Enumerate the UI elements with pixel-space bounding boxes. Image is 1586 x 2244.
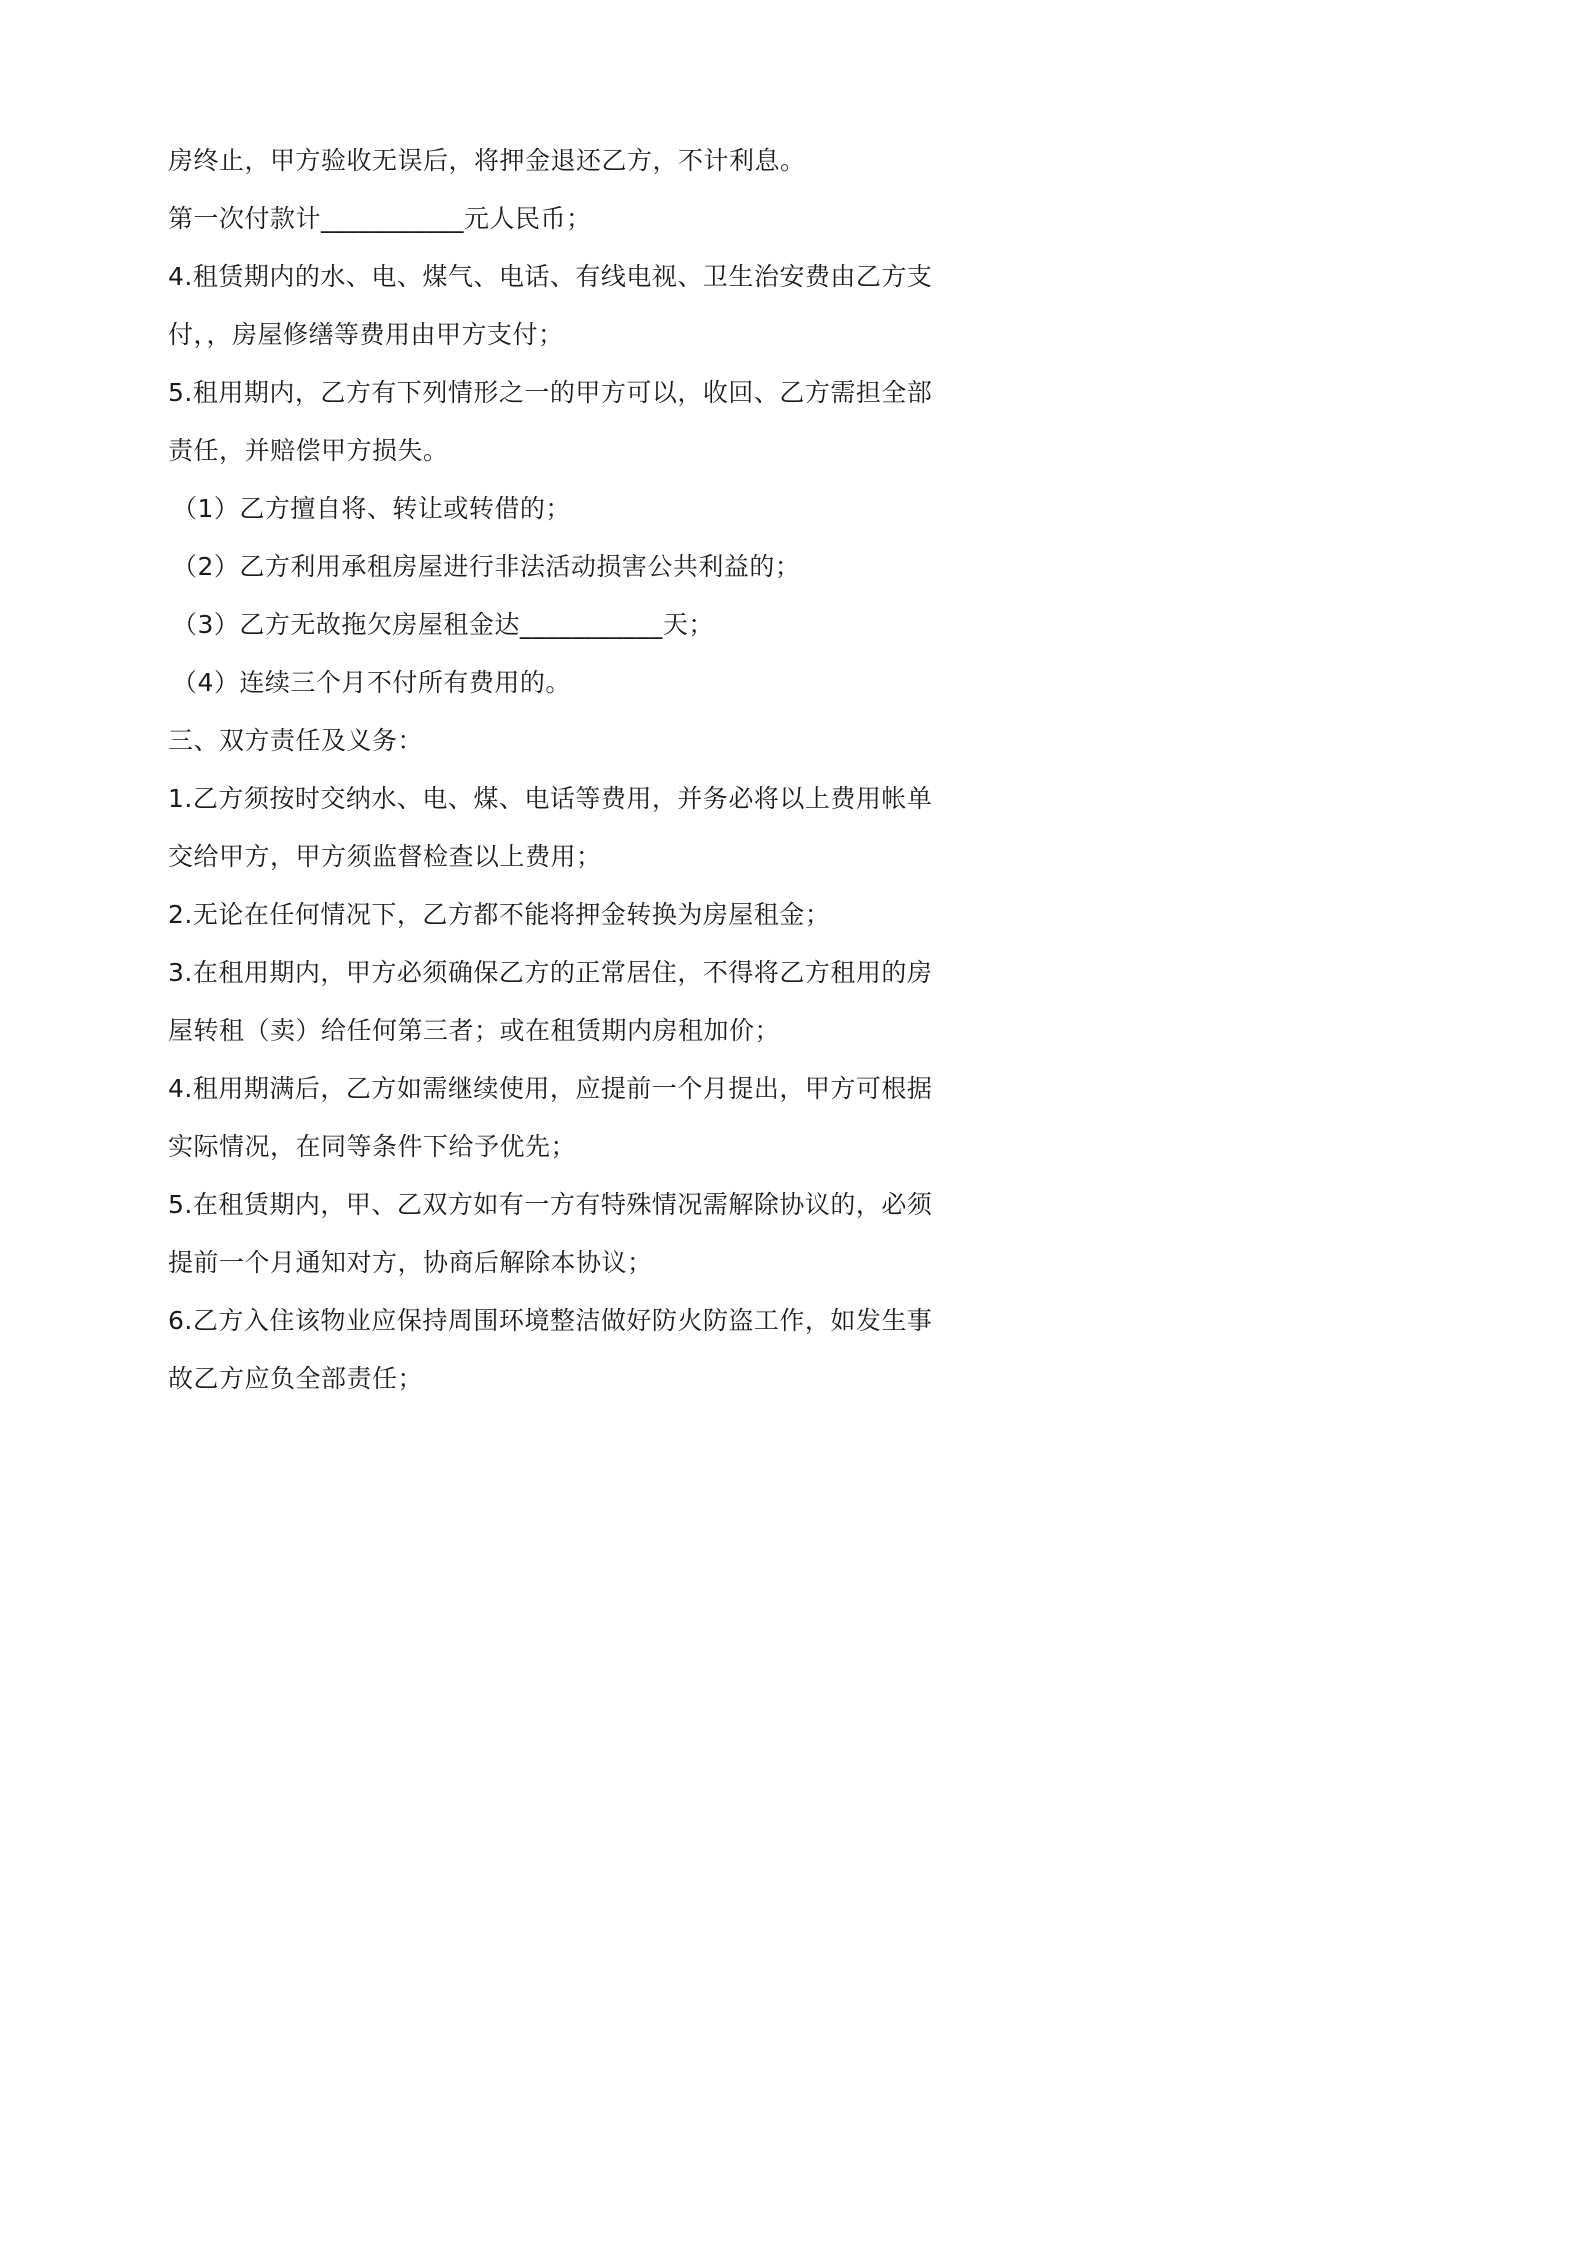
text-line: 交给甲方，甲方须监督检查以上费用；: [168, 842, 602, 871]
text-line: 房终止，甲方验收无误后，将押金退还乙方，不计利息。: [168, 146, 806, 175]
text-line: 屋转租（卖）给任何第三者；或在租赁期内房租加价；: [168, 1016, 781, 1045]
list-item: （1）乙方擅自将、转让或转借的；: [172, 494, 571, 523]
list-item: （2）乙方利用承租房屋进行非法活动损害公共利益的；: [172, 552, 801, 581]
text-line: 故乙方应负全部责任；: [168, 1364, 424, 1393]
text-line: 1.乙方须按时交纳水、电、煤、电话等费用，并务必将以上费用帐单: [168, 784, 933, 813]
list-item: （4）连续三个月不付所有费用的。: [172, 668, 571, 697]
text-line: 5.在租赁期内，甲、乙双方如有一方有特殊情况需解除协议的，必须: [168, 1190, 933, 1219]
document-page: [0, 0, 1100, 1556]
text-line: 责任，并赔偿甲方损失。: [168, 436, 449, 465]
text-line: 第一次付款计___________元人民币；: [168, 204, 592, 233]
section-heading: 三、双方责任及义务：: [168, 726, 424, 755]
text-line: 6.乙方入住该物业应保持周围环境整洁做好防火防盗工作，如发生事: [168, 1306, 933, 1335]
text-line: 实际情况，在同等条件下给予优先；: [168, 1132, 577, 1161]
text-line: 提前一个月通知对方，协商后解除本协议；: [168, 1248, 653, 1277]
text-line: 付，，房屋修缮等费用由甲方支付；: [168, 320, 564, 349]
text-line: 4.租赁期内的水、电、煤气、电话、有线电视、卫生治安费由乙方支: [168, 262, 933, 291]
text-line: 3.在租用期内，甲方必须确保乙方的正常居住，不得将乙方租用的房: [168, 958, 933, 987]
text-line: 2.无论在任何情况下，乙方都不能将押金转换为房屋租金；: [168, 900, 831, 929]
text-line: 5.租用期内，乙方有下列情形之一的甲方可以，收回、乙方需担全部: [168, 378, 933, 407]
list-item: （3）乙方无故拖欠房屋租金达___________天；: [172, 610, 714, 639]
document-body: [168, 132, 948, 1408]
text-line: 4.租用期满后，乙方如需继续使用，应提前一个月提出，甲方可根据: [168, 1074, 933, 1103]
